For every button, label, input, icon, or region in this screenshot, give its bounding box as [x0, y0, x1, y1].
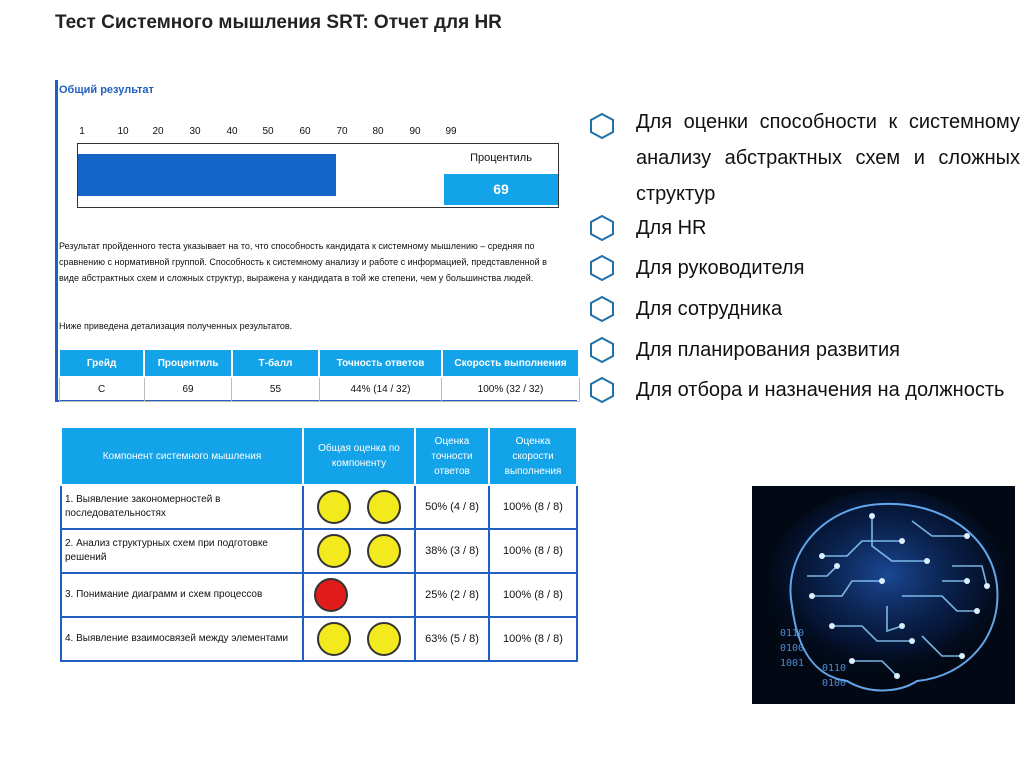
bullet-text: Для оценки способности к системному анализу абстрактных схем и сложных структур [636, 111, 1020, 205]
accuracy-value: 38% (3 / 8) [415, 529, 489, 573]
scale-tick: 50 [262, 126, 274, 137]
table-row [61, 485, 577, 529]
scale-tick: 80 [372, 126, 384, 137]
hexagon-bullet-icon [588, 295, 616, 323]
components-header: Компонент системного мышления [61, 427, 303, 485]
hexagon-bullet-icon [588, 336, 616, 364]
yellow-indicator-icon [317, 490, 351, 524]
scale-tick: 60 [299, 126, 311, 137]
percentile-bar [78, 154, 336, 196]
overall-rating [303, 573, 415, 617]
percentile-value: 69 [444, 174, 558, 205]
summary-cell: C [59, 377, 144, 402]
summary-cell: 69 [144, 377, 232, 402]
components-table [60, 426, 578, 662]
hexagon-bullet-icon [588, 112, 616, 140]
bullet-text: Для отбора и назначения на должность [636, 379, 1005, 401]
accuracy-value: 63% (5 / 8) [415, 617, 489, 661]
bullet-text: Для планирования развития [636, 339, 900, 361]
yellow-indicator-icon [367, 490, 401, 524]
speed-value: 100% (8 / 8) [489, 617, 577, 661]
svg-text:0110: 0110 [780, 628, 805, 639]
circuit-brain-icon [752, 486, 1015, 704]
hexagon-bullet-icon [588, 214, 616, 242]
svg-text:0100: 0100 [822, 678, 847, 689]
component-name: 4. Выявление взаимосвязей между элементами [61, 617, 303, 661]
speed-value: 100% (8 / 8) [489, 573, 577, 617]
summary-table [58, 348, 580, 402]
circuit-brain-image [752, 486, 1015, 704]
hexagon-bullet-icon [588, 254, 616, 282]
components-header: Общая оценка по компоненту [303, 427, 415, 485]
yellow-indicator-icon [367, 534, 401, 568]
speed-value: 100% (8 / 8) [489, 529, 577, 573]
summary-cell: 55 [232, 377, 319, 402]
hexagon-bullet-icon [588, 376, 616, 404]
component-name: 1. Выявление закономерностей в последовательностях [61, 485, 303, 529]
overall-rating [303, 529, 415, 573]
svg-text:0110: 0110 [822, 663, 847, 674]
result-description: Результат пройденного теста указывает на то, что способность кандидата к системному мышлению – средняя по сравнению с нормативной группой. Способность к системному анализу и работе с информацией, представленной в виде абстрактных схем и сложных структур, выражена у кандидата в той же степени, чем у большинства людей. [59, 241, 547, 283]
bullet-text: Для сотрудника [636, 298, 783, 320]
svg-text:0100: 0100 [780, 643, 805, 654]
table-row [61, 529, 577, 573]
scale-tick: 30 [189, 126, 201, 137]
summary-header: Точность ответов [319, 349, 442, 377]
scale-tick: 99 [445, 126, 457, 137]
scale-tick: 10 [117, 126, 129, 137]
yellow-indicator-icon [317, 622, 351, 656]
component-name: 2. Анализ структурных схем при подготовке решений [61, 529, 303, 573]
percentile-label: Процентиль [470, 152, 532, 164]
summary-cell: 44% (14 / 32) [319, 377, 442, 402]
accuracy-value: 50% (4 / 8) [415, 485, 489, 529]
table-row [61, 573, 577, 617]
detail-note: Ниже приведена детализация полученных результатов. [59, 321, 293, 331]
page-title: Тест Системного мышления SRT: Отчет для HR [55, 12, 502, 33]
percentile-chart [77, 143, 559, 208]
components-header: Оценка точности ответов [415, 427, 489, 485]
speed-value: 100% (8 / 8) [489, 485, 577, 529]
components-header: Оценка скорости выполнения [489, 427, 577, 485]
summary-header: Т-балл [232, 349, 319, 377]
svg-text:1001: 1001 [780, 658, 805, 669]
overall-result-panel [55, 80, 580, 402]
bullet-text: Для HR [636, 217, 707, 239]
scale-tick: 20 [152, 126, 164, 137]
scale-tick: 90 [409, 126, 421, 137]
summary-header: Процентиль [144, 349, 232, 377]
red-indicator-icon [314, 578, 348, 612]
table-row [61, 617, 577, 661]
component-name: 3. Понимание диаграмм и схем процессов [61, 573, 303, 617]
summary-cell: 100% (32 / 32) [442, 377, 579, 402]
summary-header: Грейд [59, 349, 144, 377]
overall-rating [303, 485, 415, 529]
scale-tick: 70 [336, 126, 348, 137]
overall-rating [303, 617, 415, 661]
scale-tick: 1 [79, 126, 85, 137]
yellow-indicator-icon [317, 534, 351, 568]
accuracy-value: 25% (2 / 8) [415, 573, 489, 617]
scale-tick: 40 [226, 126, 238, 137]
overall-result-heading: Общий результат [59, 84, 154, 96]
yellow-indicator-icon [367, 622, 401, 656]
summary-header: Скорость выполнения [442, 349, 579, 377]
bullet-text: Для руководителя [636, 257, 805, 279]
